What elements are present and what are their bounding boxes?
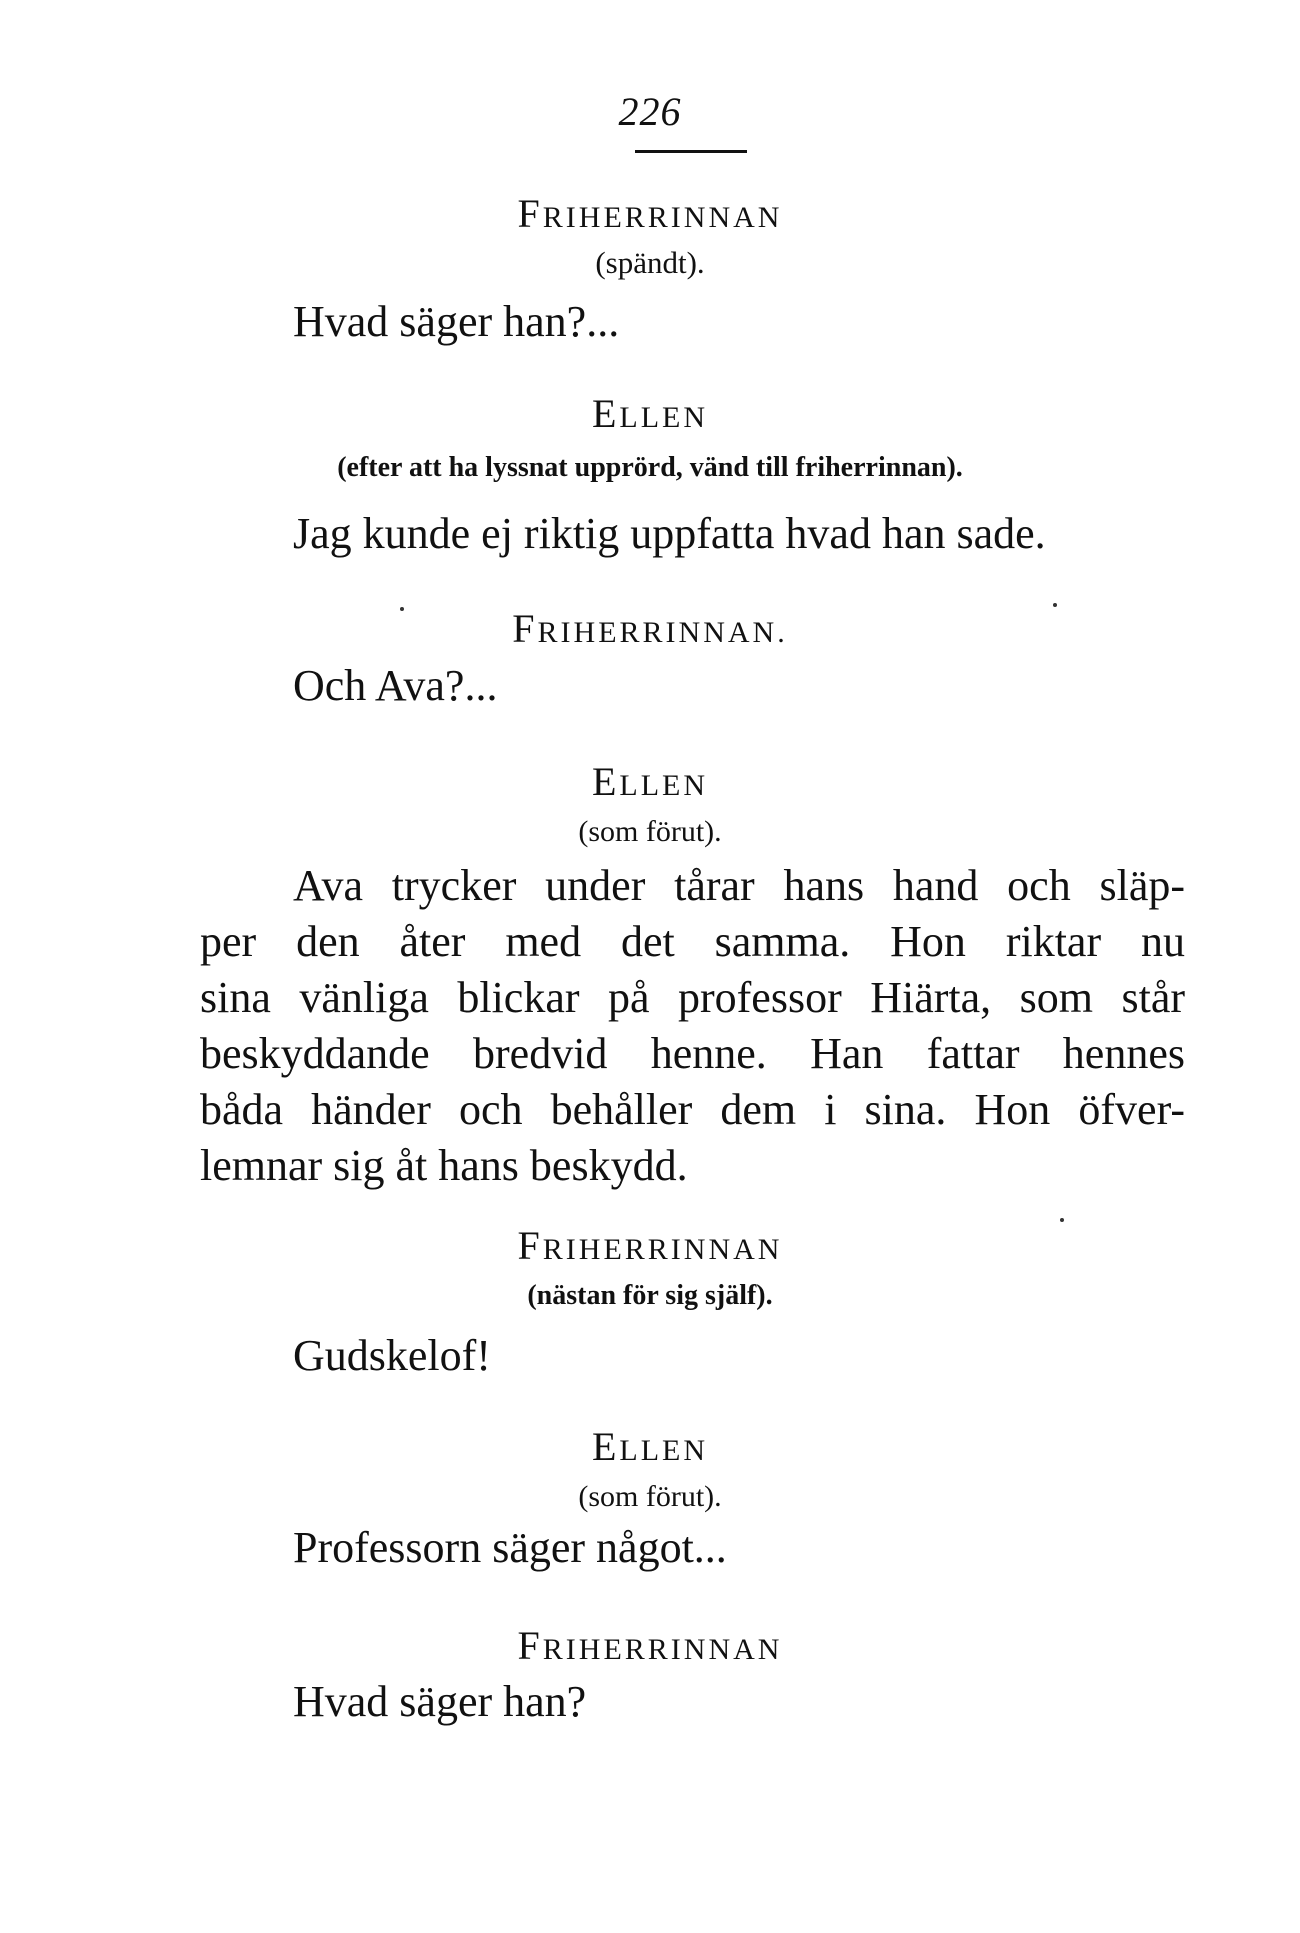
speaker-rest: RIHERRINNAN. (537, 616, 788, 649)
paragraph-line: per den åter med det samma. Hon riktar nu (200, 917, 1185, 966)
speaker-initial: E (591, 759, 620, 804)
speaker-name (0, 1222, 1300, 1269)
speaker-initial: F (512, 606, 538, 651)
speaker-rest: LLEN (619, 401, 709, 434)
speaker-name (0, 1423, 1300, 1470)
speaker-name (0, 758, 1300, 805)
speech-line: Hvad säger han? (293, 1677, 587, 1726)
stage-direction: (nästan för sig själf). (527, 1280, 773, 1311)
stage-direction: (som förut). (578, 1480, 722, 1513)
speech-line: Hvad säger han?... (293, 297, 620, 346)
paragraph-line: beskyddande bredvid henne. Han fattar hennes (200, 1029, 1185, 1078)
stage-direction: (efter att ha lyssnat upprörd, vänd till friherrinnan). (337, 452, 963, 483)
paragraph-line: båda händer och behåller dem i sina. Hon öfver- (200, 1085, 1185, 1134)
paragraph-line: Ava trycker under tårar hans hand och släp- (293, 861, 1185, 910)
speaker-initial: E (591, 391, 620, 436)
scan-speck (400, 607, 404, 611)
stage-direction: (som förut). (578, 815, 722, 848)
stage-direction-paragraph (200, 858, 1185, 1194)
scan-speck (1060, 1218, 1064, 1222)
scan-speck (1053, 603, 1057, 607)
speaker-name (0, 1622, 1300, 1669)
paragraph-line: sina vänliga blickar på professor Hiärta, som står (200, 973, 1185, 1022)
speaker-initial: F (517, 1623, 543, 1668)
page-number: 226 (618, 89, 682, 134)
speaker-initial: E (591, 1424, 620, 1469)
speaker-rest: RIHERRINNAN (542, 201, 783, 234)
stage-direction: (spändt). (595, 245, 705, 280)
speaker-initial: F (517, 191, 543, 236)
speaker-name (0, 605, 1300, 652)
page-number-rule (635, 150, 747, 153)
speech-line: Och Ava?... (293, 661, 498, 710)
speaker-initial: F (517, 1223, 543, 1268)
speech-line: Gudskelof! (293, 1331, 491, 1380)
speech-line: Professorn säger något... (293, 1523, 727, 1572)
speaker-rest: LLEN (619, 1434, 709, 1467)
speaker-rest: LLEN (619, 769, 709, 802)
speaker-name (0, 190, 1300, 237)
speaker-rest: RIHERRINNAN (542, 1633, 783, 1666)
speaker-name (0, 390, 1300, 437)
speaker-rest: RIHERRINNAN (542, 1233, 783, 1266)
paragraph-line: lemnar sig åt hans beskydd. (200, 1141, 688, 1190)
speech-line: Jag kunde ej riktig uppfatta hvad han sade. (293, 509, 1046, 558)
